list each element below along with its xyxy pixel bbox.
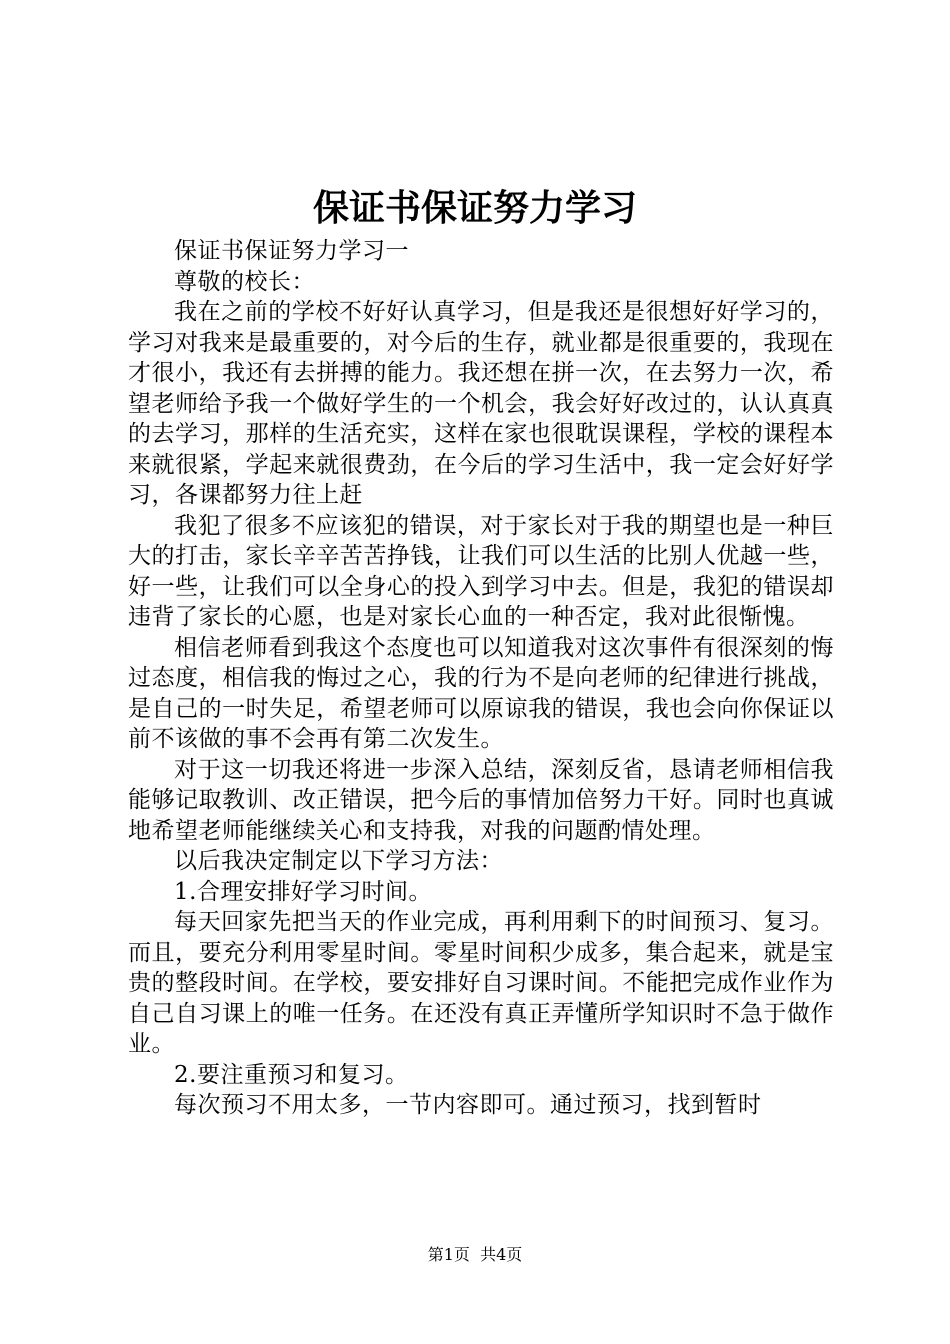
- paragraph: 每天回家先把当天的作业完成，再利用剩下的时间预习、复习。而且，要充分利用零星时间。零星时间积少成多，集合起来，就是宝贵的整段时间。在学校，要安排好自习课时间。不能把完成作业作为自己自习课上的唯一任务。在还没有真正弄懂所学知识时不急于做作业。: [128, 909, 834, 1057]
- page-total: 共4页: [480, 1245, 523, 1264]
- page-footer: [0, 1244, 950, 1266]
- paragraph: 相信老师看到我这个态度也可以知道我对这次事件有很深刻的悔过态度，相信我的悔过之心，我的行为不是向老师的纪律进行挑战，是自己的一时失足，希望老师可以原谅我的错误，我也会向你保证以前不该做的事不会再有第二次发生。: [128, 634, 834, 752]
- list-item-heading: 1.合理安排好学习时间。: [174, 878, 432, 905]
- paragraph-salutation: 尊敬的校长：: [174, 268, 315, 295]
- paragraph: 我犯了很多不应该犯的错误，对于家长对于我的期望也是一种巨大的打击，家长辛辛苦苦挣钱，让我们可以生活的比别人优越一些，好一些，让我们可以全身心的投入到学习中去。但是，我犯的错误却违背了家长的心愿，也是对家长心血的一种否定，我对此很惭愧。: [128, 512, 834, 630]
- list-item-heading: 2.要注重预习和复习。: [174, 1061, 409, 1088]
- paragraph: 以后我决定制定以下学习方法：: [174, 848, 503, 874]
- paragraph: 每次预习不用太多，一节内容即可。通过预习，找到暂时: [174, 1092, 762, 1118]
- paragraph: 我在之前的学校不好好认真学习，但是我还是很想好好学习的，学习对我来是最重要的，对今后的生存，就业都是很重要的，我现在才很小，我还有去拼搏的能力。我还想在拼一次，在去努力一次，希望老师给予我一个做好学生的一个机会，我会好好改过的，认认真真的去学习，那样的生活充实，这样在家也很耽误课程，学校的课程本来就很紧，学起来就很费劲，在今后的学习生活中，我一定会好好学习，各课都努力往上赶: [128, 299, 834, 508]
- paragraph-heading: 保证书保证努力学习一: [174, 238, 409, 264]
- footer-spacer: [470, 1245, 480, 1264]
- document-body: [128, 236, 834, 1121]
- paragraph: 对于这一切我还将进一步深入总结，深刻反省，恳请老师相信我能够记取教训、改正错误，把今后的事情加倍努力干好。同时也真诚地希望老师能继续关心和支持我，对我的问题酌情处理。: [128, 756, 834, 844]
- document-title: 保证书保证努力学习: [312, 187, 637, 229]
- page-number: 第1页: [427, 1245, 470, 1264]
